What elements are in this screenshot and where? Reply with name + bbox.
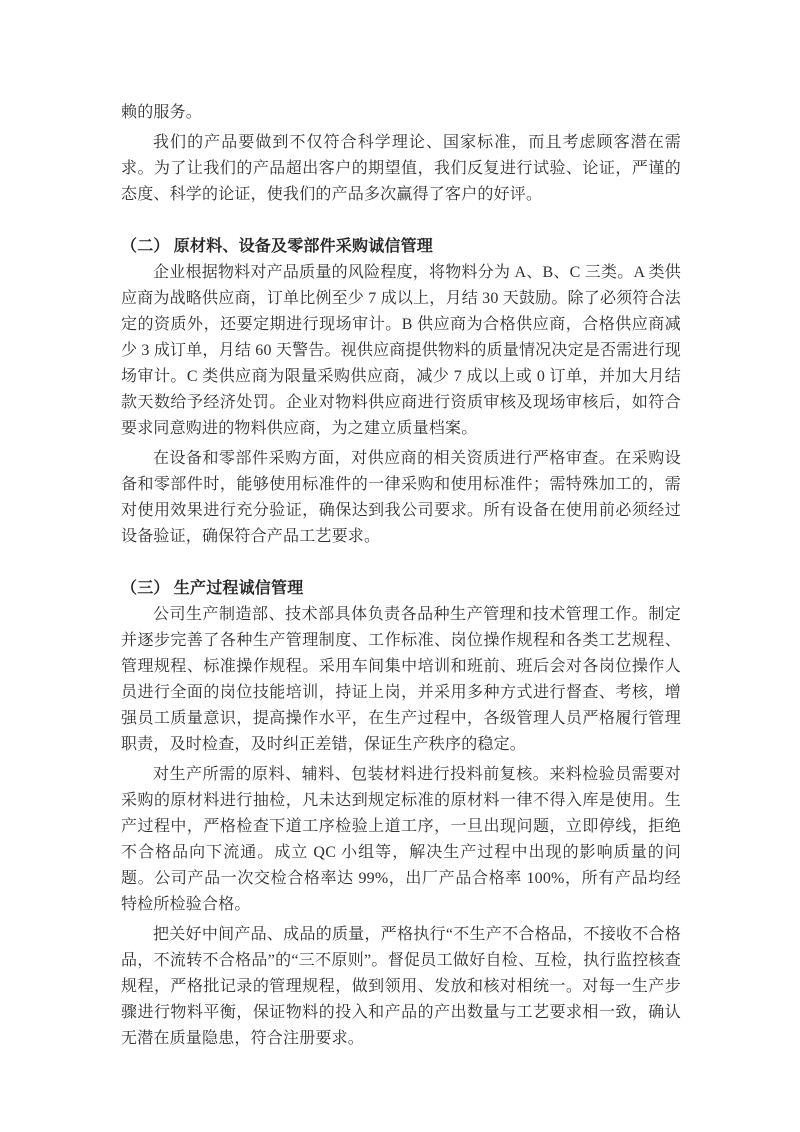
section-heading: （三） 生产过程诚信管理: [121, 580, 304, 597]
body-paragraph: 公司生产制造部、技术部具体负责各品种生产管理和技术管理工作。制定并逐步完善了各种生产管理制度、工作标准、岗位操作规程和各类工艺规程、管理规程、标准操作规程。采用车间集中培训和班前、班后会对各岗位操作人员进行全面的岗位技能培训，持证上岗，并采用多种方式进行督查、考核，增强员工质量意识，提高操作水平，在生产过程中，各级管理人员严格履行管理职责，及时检查，及时纠正差错，保证生产秩序的稳定。: [121, 606, 681, 753]
document-body: [121, 100, 681, 1052]
section-heading: （二） 原材料、设备及零部件采购诚信管理: [121, 238, 434, 255]
body-paragraph: 对生产所需的原料、辅料、包装材料进行投料前复核。来料检验员需要对采购的原材料进行抽检，凡未达到规定标准的原材料一律不得入库是使用。生产过程中，严格检查下道工序检验上道工序，一旦出现问题，立即停线，拒绝不合格品向下流通。成立 QC 小组等，解决生产过程中出现的影响质量的问题。公司产品一次交检合格率达 99%，出厂产品合格率 100%，所有产品均经特检所检验合格。: [121, 766, 681, 913]
body-paragraph: 我们的产品要做到不仅符合科学理论、国家标准，而且考虑顾客潜在需求。为了让我们的产品超出客户的期望值，我们反复进行试验、论证，严谨的态度、科学的论证，使我们的产品多次赢得了客户的好评。: [121, 134, 681, 203]
body-paragraph: 企业根据物料对产品质量的风险程度，将物料分为 A、B、C 三类。A 类供应商为战略供应商，订单比例至少 7 成以上，月结 30 天鼓励。除了必须符合法定的资质外，还要定期进行现场审计。B 供应商为合格供应商，合格供应商减少 3 成订单，月结 60 天警告。视供应商提供物料的质量情况决定是否需进行现场审计。C 类供应商为限量采购供应商，减少 7 成以上或 0 订单，并加大月结款天数给予经济处罚。企业对物料供应商进行资质审核及现场审核后，如符合要求同意购进的物料供应商，为之建立质量档案。: [121, 264, 681, 437]
body-paragraph: 把关好中间产品、成品的质量，严格执行“不生产不合格品，不接收不合格品，不流转不合格品”的“三不原则”。督促员工做好自检、互检，执行监控核查规程，严格批记录的管理规程，做到领用、发放和核对相统一。对每一生产步骤进行物料平衡，保证物料的投入和产品的产出数量与工艺要求相一致，确认无潜在质量隐患，符合注册要求。: [121, 926, 681, 1047]
body-paragraph: 赖的服务。: [121, 104, 203, 121]
body-paragraph: 在设备和零部件采购方面，对供应商的相关资质进行严格审查。在采购设备和零部件时，能够使用标准件的一律采购和使用标准件；需特殊加工的，需对使用效果进行充分验证，确保达到我公司要求。所有设备在使用前必须经过设备验证，确保符合产品工艺要求。: [121, 450, 681, 545]
